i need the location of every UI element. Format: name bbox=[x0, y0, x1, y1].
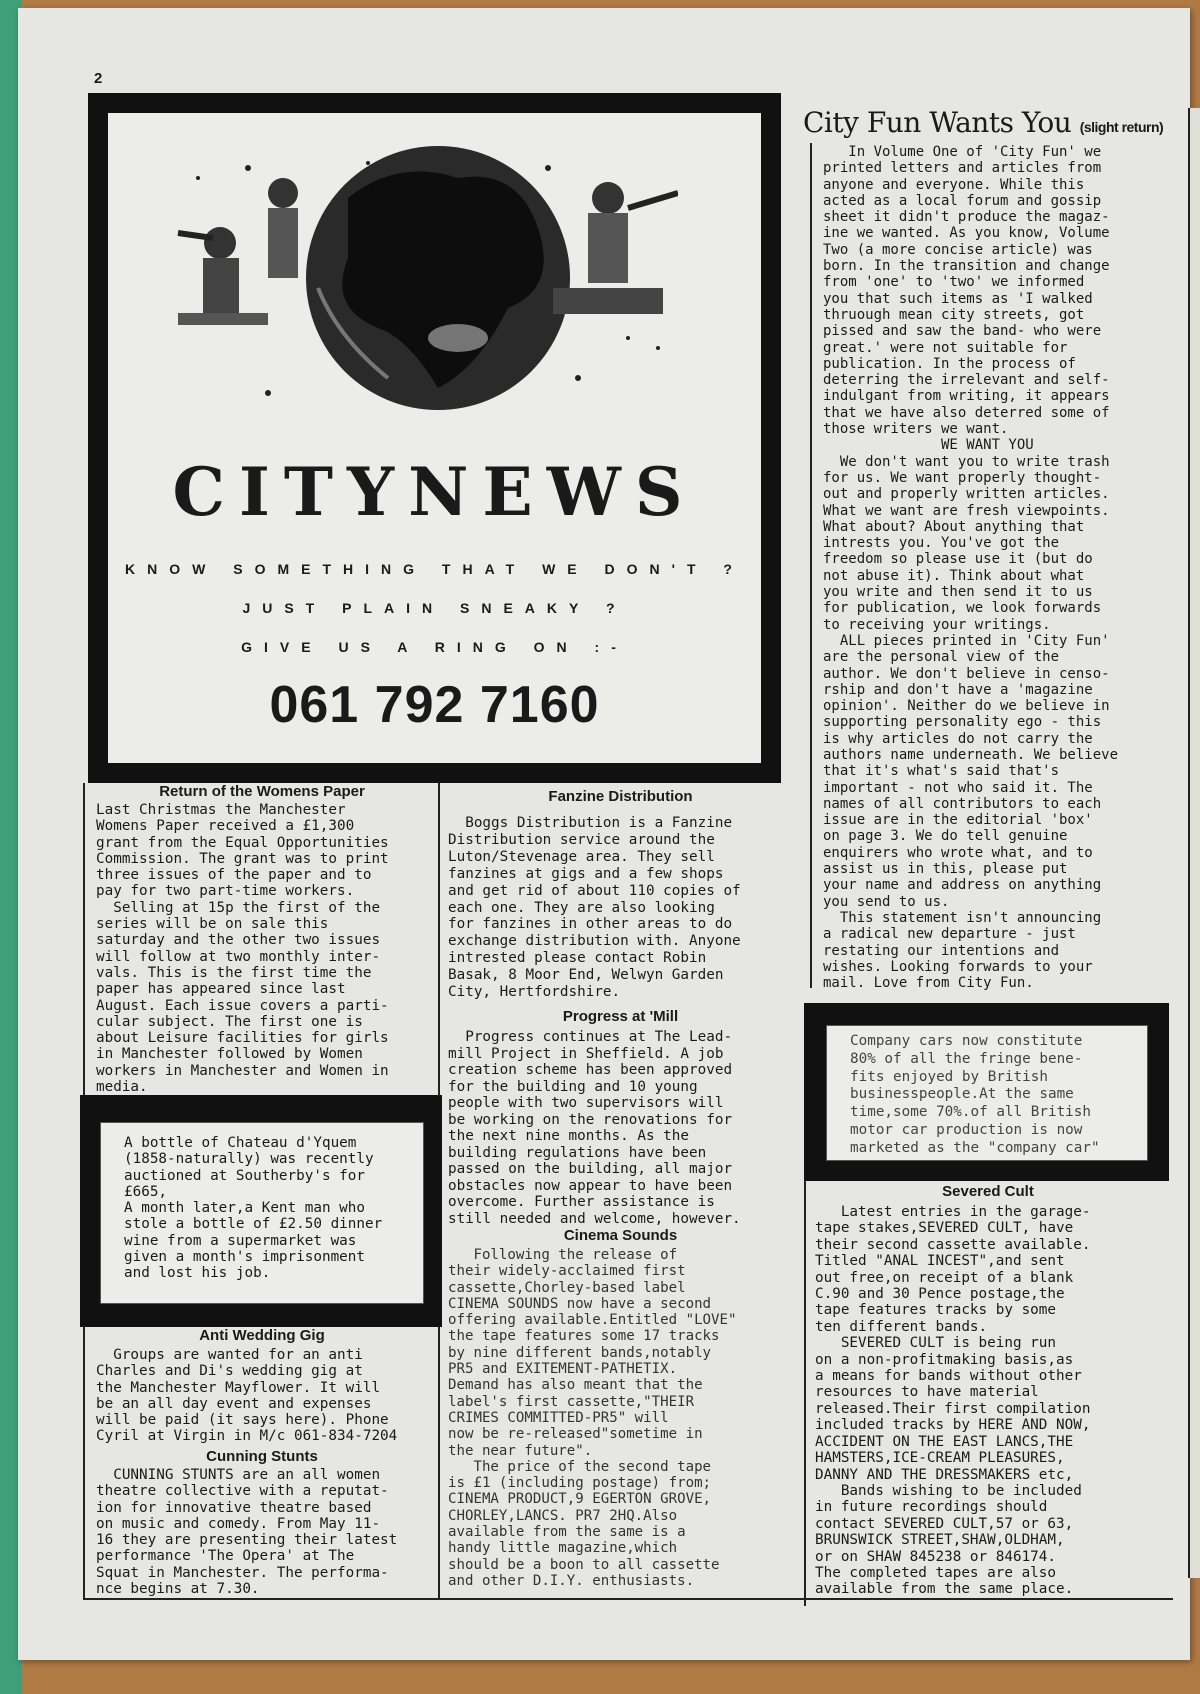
fanzine-heading: Fanzine Distribution bbox=[548, 788, 693, 805]
city-fun-subtitle: (slight return) bbox=[1079, 119, 1164, 135]
ad-line-2: JUST PLAIN SNEAKY ? bbox=[242, 600, 627, 616]
ad-line-1: KNOW SOMETHING THAT WE DON'T ? bbox=[125, 561, 744, 577]
company-cars-text: Company cars now constitute 80% of all the fringe bene- fits enjoyed by British businesspeople.At the same time,some 70%.of all British motor car production is now marketed as the "company car" bbox=[850, 1033, 1100, 1156]
ad-phone-number: 061 792 7160 bbox=[269, 676, 600, 734]
genie-telescope-icon bbox=[553, 182, 678, 314]
citynews-advert-inner bbox=[108, 113, 761, 763]
cinema-sounds-heading: Cinema Sounds bbox=[563, 1227, 678, 1244]
severed-cult-article: Latest entries in the garage- tape stakes,SEVERED CULT, have their second cassette available. Titled "ANAL INCEST",and sent out free,on receipt of a blank C.90 and 30 Pence postage,the tape features tracks by some ten different bands. SEVERED CULT is being run on a non-profitmaking basis,as a means for bands without other resources to have material released.Their first compilation included tracks by HERE AND NOW, ACCIDENT ON THE EAST LANCS,THE HAMSTERS,ICE-CREAM PLEASURES, DANNY AND THE DRESSMAKERS etc, Bands wishing to be included in future recordings should contact SEVERED CULT,57 or 63, BRUNSWICK STREET,SHAW,OLDHAM, or on SHAW 845238 or 846174. The completed tapes are also available from the same place. bbox=[815, 1204, 1091, 1598]
womens-paper-article: Last Christmas the Manchester Womens Paper received a £1,300 grant from the Equal Opportunities Commission. The grant was to print three issues of the paper and to pay for two part-time workers. Selling at 15p the first of the series will be on sale this saturday and the other two issues will follow at two monthly inter- vals. This is the first time the paper has appeared since last August. Each issue covers a parti- cular subject. The first one is about Leisure facilities for girls in Manchester followed by Women workers in Manchester and Women in media. bbox=[96, 802, 389, 1096]
city-fun-article: In Volume One of 'City Fun' we printed letters and articles from anyone and everyone. While this acted as a local forum and gossip sheet it didn't produce the magaz- ine we wanted. As you know, Volume Two (a more concise article) was born. In the transition and change from 'one' to 'two' we informed you that such items as 'I walked thruough mean city streets, got pissed and saw the band- who were great.' were not suitable for publication. In the process of deterring the irrelevant and self- indulgant from writing, it appears that we have also deterred some of those writers we want. WE WANT YOU We don't want you to write trash for us. We want properly thought- out and properly written articles. What we want are fresh viewpoints. What about? About anything that intrests you. You've got the freedom so please use it (but do not abuse it). Think about what you write and then send it to us for publication, we look forwards to receiving your writings. ALL pieces printed in 'City Fun' are the personal view of the author. We don't believe in censo- rship and don't have a 'magazine opinion'. Neither do we believe in supporting personality ego - this is why articles do not carry the authors name underneath. We believe that it's what's said that's important - not who said it. The names of all contributors to each issue are in the editorial 'box' on page 3. We do tell genuine enquirers who wrote what, and to assist us in this, please put your name and address on anything you send to us. This statement isn't announcing a radical new departure - just restating our intentions and wishes. Looking forwards to your mail. Love from City Fun. bbox=[823, 144, 1119, 992]
city-fun-title-text: City Fun Wants You bbox=[803, 106, 1072, 139]
column-rule bbox=[804, 1181, 806, 1606]
progress-article: Progress continues at The Lead- mill Project in Sheffield. A job creation scheme has been approved for the building and 10 young people with two supervisors will be working on the renovations for the next nine months. As the building regulations have been passed on the building, all major obstacles now appear to have been overcome. Further assistance is still needed and welcome, however. bbox=[448, 1029, 741, 1227]
city-fun-title bbox=[803, 106, 1163, 139]
womens-paper-heading: Return of the Womens Paper bbox=[159, 783, 365, 800]
anti-wedding-article: Groups are wanted for an anti Charles and Di's wedding gig at the Manchester Mayflower. It will be an all day event and expenses will be paid (it says here). Phone Cyril at Virgin in M/c 061-834-7204 bbox=[96, 1347, 398, 1445]
page-number: 2 bbox=[94, 70, 103, 87]
progress-heading: Progress at 'Mill bbox=[562, 1008, 679, 1025]
cunning-stunts-article: CUNNING STUNTS are an all women theatre collective with a reputat- ion for innovative theatre based on music and comedy. From May 11- 16 they are presenting their latest performance 'The Opera' at The Squat in Manchester. The performa- nce begins at 7.30. bbox=[96, 1467, 398, 1598]
children-figures-icon bbox=[178, 178, 298, 325]
severed-cult-heading: Severed Cult bbox=[942, 1183, 1034, 1200]
citynews-advert bbox=[88, 93, 781, 783]
chateau-text: A bottle of Chateau d'Yquem (1858-naturally) was recently auctioned at Southerby's for £665, A month later,a Kent man who stole a bottle of £2.50 dinner wine from a supermarket was given a month's imprisonment and lost his job. bbox=[124, 1135, 383, 1282]
anti-wedding-heading: Anti Wedding Gig bbox=[199, 1327, 325, 1344]
globe-illustration bbox=[158, 138, 678, 418]
cinema-sounds-article: Following the release of their widely-acclaimed first cassette,Chorley-based label CINEMA SOUNDS now have a second offering available.Entitled "LOVE" the tape features some 17 tracks by nine different bands,notably PR5 and EXITEMENT-PATHETIX. Demand has also meant that the label's first cassette,"THEIR CRIMES COMMITTED-PR5" will now be re-released"sometime in the near future". The price of the second tape is £1 (including postage) from; CINEMA PRODUCT,9 EGERTON GROVE, CHORLEY,LANCS. PR7 2HQ.Also available from the same is a handy little magazine,which should be a boon to all cassette and other D.I.Y. enthusiasts. bbox=[448, 1247, 737, 1589]
cunning-stunts-heading: Cunning Stunts bbox=[206, 1448, 318, 1465]
next-page-edge bbox=[1188, 108, 1200, 1578]
magazine-page bbox=[18, 8, 1190, 1660]
citynews-title: CITYNEWS bbox=[172, 453, 697, 531]
fanzine-article: Boggs Distribution is a Fanzine Distribution service around the Luton/Stevenage area. They sell fanzines at gigs and a few shops and get rid of about 110 copies of each one. They are also looking for fanzines in other areas to do exchange distribution with. Anyone intrested please contact Robin Basak, 8 Moor End, Welwyn Garden City, Hertfordshire. bbox=[448, 815, 741, 1001]
ad-line-3: GIVE US A RING ON :- bbox=[241, 639, 628, 655]
bottom-rule bbox=[83, 1598, 1173, 1600]
column-rule bbox=[810, 143, 812, 988]
